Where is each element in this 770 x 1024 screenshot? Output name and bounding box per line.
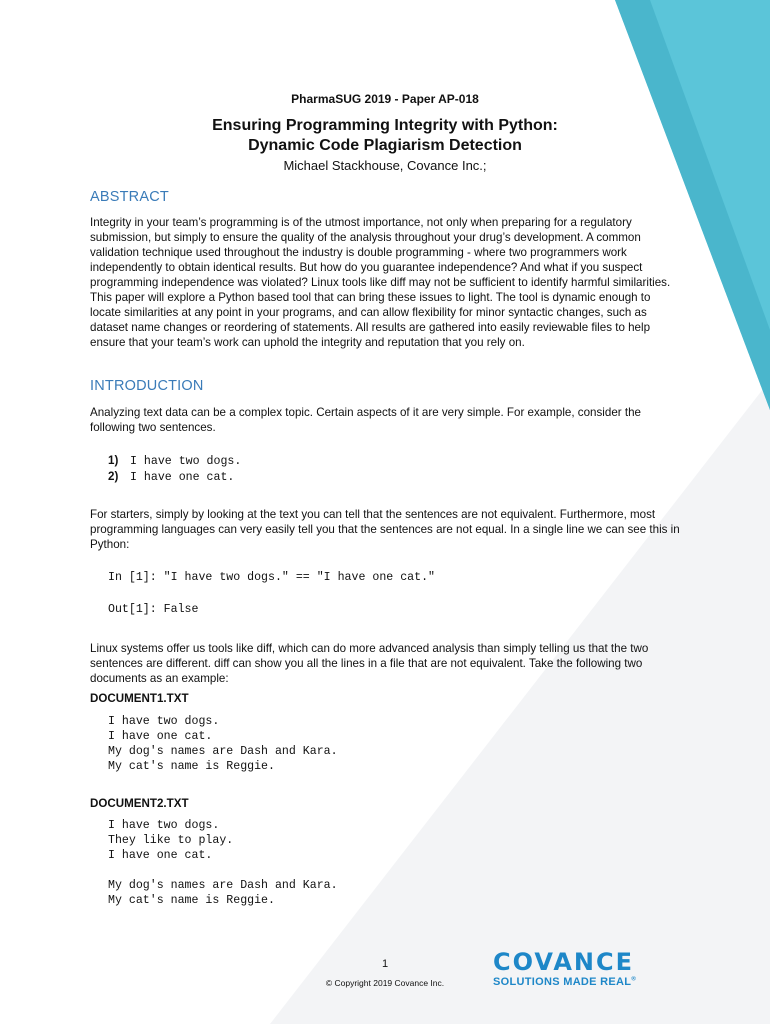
paper-title [90,116,680,156]
intro-paragraph-2: For starters, simply by looking at the text you can tell that the sentences are not equivalent. Furthermore, most programming languages can very easily tell you that the sentences are not equal. In a single line we can see this in Python: [90,508,680,551]
author-line: Michael Stackhouse, Covance Inc.; [283,158,487,173]
document1-label: DOCUMENT1.TXT [90,692,189,705]
abstract-heading: ABSTRACT [90,189,169,205]
introduction-heading: INTRODUCTION [90,378,204,394]
list-number: 1) [108,454,119,467]
page-number: 1 [381,958,389,970]
list-number: 2) [108,470,119,483]
list-item [108,453,241,469]
intro-paragraph-1: Analyzing text data can be a complex topic. Certain aspects of it are very simple. For example, consider the following two sentences. [90,406,641,434]
python-output-code: Out[1]: False [108,603,199,616]
abstract-text: Integrity in your team’s programming is of the utmost importance, not only when preparing for a regulatory submission, but simply to ensure the quality of the analysis throughout your drug’s development. A common validation technique used throughout the industry is double programming - where two programmers work independently to obtain identical results. But how do you guarantee independence? And what if you suspect programming independence was violated? Linux tools like diff may not be sufficient to identify harmful similarities. This paper will explore a Python based tool that can bring these issues to light. The tool is dynamic enough to locate similarities at any point in your programs, and can allow flexibility for minor syntactic changes, such as dataset name changes or reordering of statements. All results are gathered into easily reviewable files to help ensure that your team’s work can uphold the integrity and reputation that you rely on. [90,216,671,349]
logo-tagline-text: SOLUTIONS MADE REAL [493,976,632,988]
title-line-1: Ensuring Programming Integrity with Python: [212,117,558,134]
document2-code: I have two dogs. They like to play. I have one cat. My dog's names are Dash and Kara. My cat's name is Reggie. [108,819,338,907]
document2-label: DOCUMENT2.TXT [90,797,189,810]
faint-gray-band [270,380,770,1024]
sentence-list [108,453,241,485]
document1-code: I have two dogs. I have one cat. My dog's names are Dash and Kara. My cat's name is Reggie. [108,715,338,773]
list-text: I have two dogs. [130,455,242,468]
registered-mark: ® [631,976,637,983]
logo-tagline [493,976,658,988]
conference-label: PharmaSUG 2019 - Paper AP-018 [291,92,479,106]
logo-wordmark: COVANCE [493,948,634,976]
intro-paragraph-3: Linux systems offer us tools like diff, which can do more advanced analysis than simply telling us that the two sentences are different. diff can show you all the lines in a file that are not equivalent. Take the following two documents as an example: [90,642,649,685]
list-item [108,469,241,485]
python-input-code: In [1]: "I have two dogs." == "I have one cat." [108,571,435,584]
title-line-2: Dynamic Code Plagiarism Detection [248,137,522,154]
covance-logo [493,948,658,988]
list-text: I have one cat. [130,471,235,484]
copyright-text: © Copyright 2019 Covance Inc. [325,978,445,988]
